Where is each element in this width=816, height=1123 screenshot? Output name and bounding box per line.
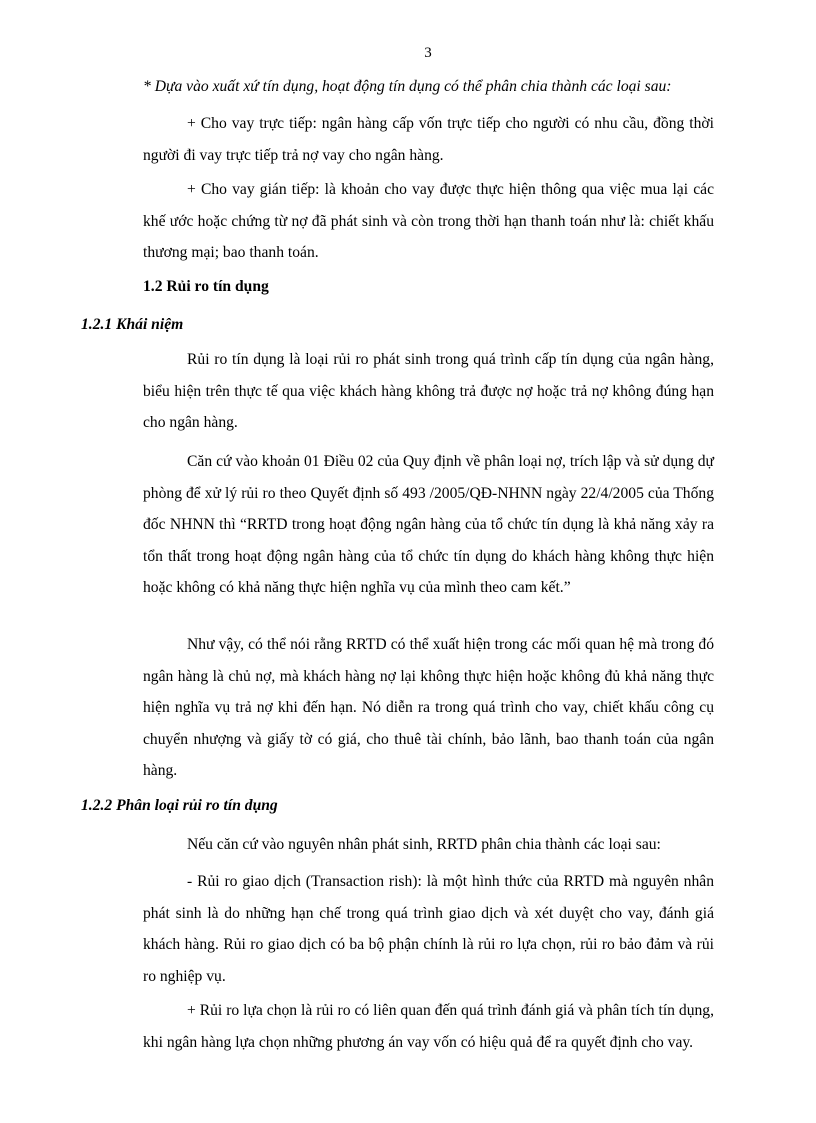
paragraph-summary: Như vậy, có thể nói rằng RRTD có thể xuất hiện trong các mối quan hệ mà trong đó ngân hàng là chủ nợ, mà khách hàng nợ lại không thực hiện hoặc không đủ khả năng thực hiện nghĩa vụ trả nợ khi đến hạn. Nó diễn ra trong quá trình cho vay, chiết khấu công cụ chuyển nhượng và giấy tờ có giá, cho thuê tài chính, bảo lãnh, bao thanh toán của ngân hàng.: [143, 636, 714, 779]
paragraph-direct-lending: + Cho vay trực tiếp: ngân hàng cấp vốn trực tiếp cho người có nhu cầu, đồng thời người đi vay trực tiếp trả nợ vay cho ngân hàng.: [143, 115, 714, 164]
paragraph-cause: Nếu căn cứ vào nguyên nhân phát sinh, RRTD phân chia thành các loại sau:: [187, 836, 661, 853]
page-number: 3: [424, 45, 432, 61]
subsection-heading-1-2-1: 1.2.1 Khái niệm: [81, 316, 184, 333]
paragraph-regulation: Căn cứ vào khoản 01 Điều 02 của Quy định về phân loại nợ, trích lập và sử dụng dự phòng để xử lý rủi ro theo Quyết định số 493 /2005/QĐ-NHNN ngày 22/4/2005 của Thống đốc NHNN thì “RRTD trong hoạt động ngân hàng của tổ chức tín dụng là khả năng xảy ra tổn thất trong hoạt động ngân hàng của tổ chức tín dụng do khách hàng không thực hiện hoặc không có khả năng thực hiện nghĩa vụ của mình theo cam kết.”: [143, 453, 714, 596]
paragraph-selection-risk: + Rủi ro lựa chọn là rủi ro có liên quan đến quá trình đánh giá và phân tích tín dụng, khi ngân hàng lựa chọn những phương án vay vốn có hiệu quả để ra quyết định cho vay.: [143, 1002, 714, 1051]
paragraph-indirect-lending: + Cho vay gián tiếp: là khoản cho vay được thực hiện thông qua việc mua lại các khế ước hoặc chứng từ nợ đã phát sinh và còn trong thời hạn thanh toán như là: chiết khấu thương mại; bao thanh toán.: [143, 181, 714, 261]
paragraph-definition: Rủi ro tín dụng là loại rủi ro phát sinh trong quá trình cấp tín dụng của ngân hàng, biểu hiện trên thực tế qua việc khách hàng không trả được nợ hoặc trả nợ không đúng hạn cho ngân hàng.: [143, 351, 714, 431]
subsection-heading-1-2-2: 1.2.2 Phân loại rủi ro tín dụng: [81, 797, 278, 814]
section-heading-1-2: 1.2 Rủi ro tín dụng: [143, 278, 269, 295]
intro-line: * Dựa vào xuất xứ tín dụng, hoạt động tín dụng có thể phân chia thành các loại sau:: [143, 78, 672, 95]
paragraph-transaction-risk: - Rủi ro giao dịch (Transaction rish): là một hình thức của RRTD mà nguyên nhân phát sinh là do những hạn chế trong quá trình giao dịch và xét duyệt cho vay, đánh giá khách hàng. Rủi ro giao dịch có ba bộ phận chính là rủi ro lựa chọn, rủi ro bảo đảm và rủi ro nghiệp vụ.: [143, 873, 714, 985]
